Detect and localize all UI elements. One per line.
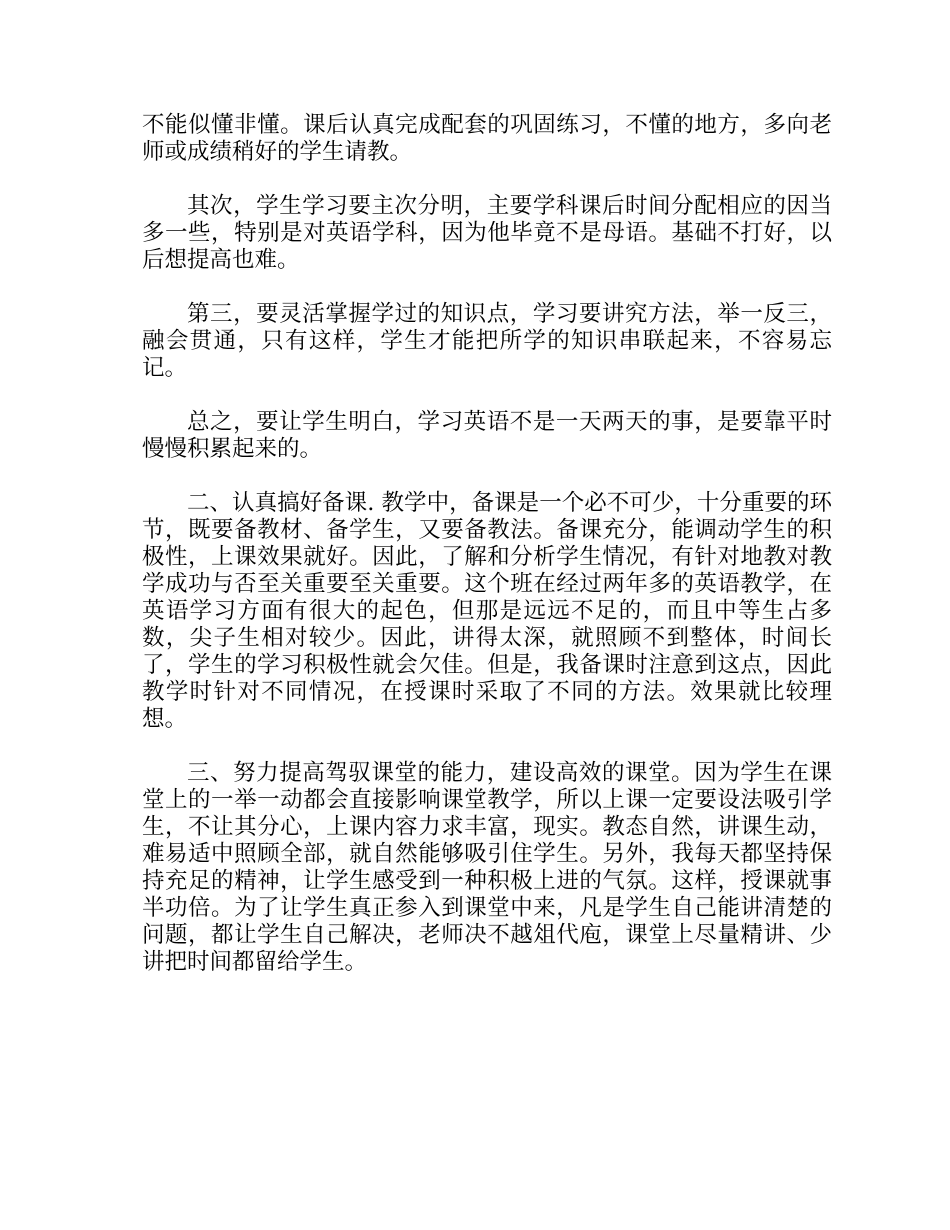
document-page <box>142 112 832 1003</box>
paragraph-lesson-prep: 二、认真搞好备课. 教学中，备课是一个必不可少，十分重要的环节，既要备教材、备学生，又要备教法。备课充分，能调动学生的积极性，上课效果就好。因此，了解和分析学生情况，有针对地教对教学成功与否至关重要至关重要。这个班在经过两年多的英语教学，在英语学习方面有很大的起色，但那是远远不足的，而且中等生占多数，尖子生相对较少。因此，讲得太深，就照顾不到整体，时间长了，学生的学习积极性就会欠佳。但是，我备课时注意到这点，因此教学时针对不同情况，在授课时采取了不同的方法。效果就比较理想。 <box>142 490 832 732</box>
paragraph-third: 第三，要灵活掌握学过的知识点，学习要讲究方法，举一反三，融会贯通，只有这样，学生才能把所学的知识串联起来，不容易忘记。 <box>142 301 832 381</box>
paragraph-classroom-control: 三、努力提高驾驭课堂的能力，建设高效的课堂。因为学生在课堂上的一举一动都会直接影响课堂教学，所以上课一定要设法吸引学生，不让其分心，上课内容力求丰富，现实。教态自然，讲课生动，难易适中照顾全部，就自然能够吸引住学生。另外，我每天都坚持保持充足的精神，让学生感受到一种积极上进的气氛。这样，授课就事半功倍。为了让学生真正参入到课堂中来，凡是学生自己能讲清楚的问题，都让学生自己解决，老师决不越俎代庖，课堂上尽量精讲、少讲把时间都留给学生。 <box>142 760 832 975</box>
paragraph-continuation: 不能似懂非懂。课后认真完成配套的巩固练习，不懂的地方，多向老师或成绩稍好的学生请教。 <box>142 112 832 165</box>
paragraph-summary: 总之，要让学生明白，学习英语不是一天两天的事，是要靠平时慢慢积累起来的。 <box>142 409 832 462</box>
paragraph-second: 其次，学生学习要主次分明，主要学科课后时间分配相应的因当多一些，特别是对英语学科，因为他毕竟不是母语。基础不打好，以后想提高也难。 <box>142 193 832 273</box>
